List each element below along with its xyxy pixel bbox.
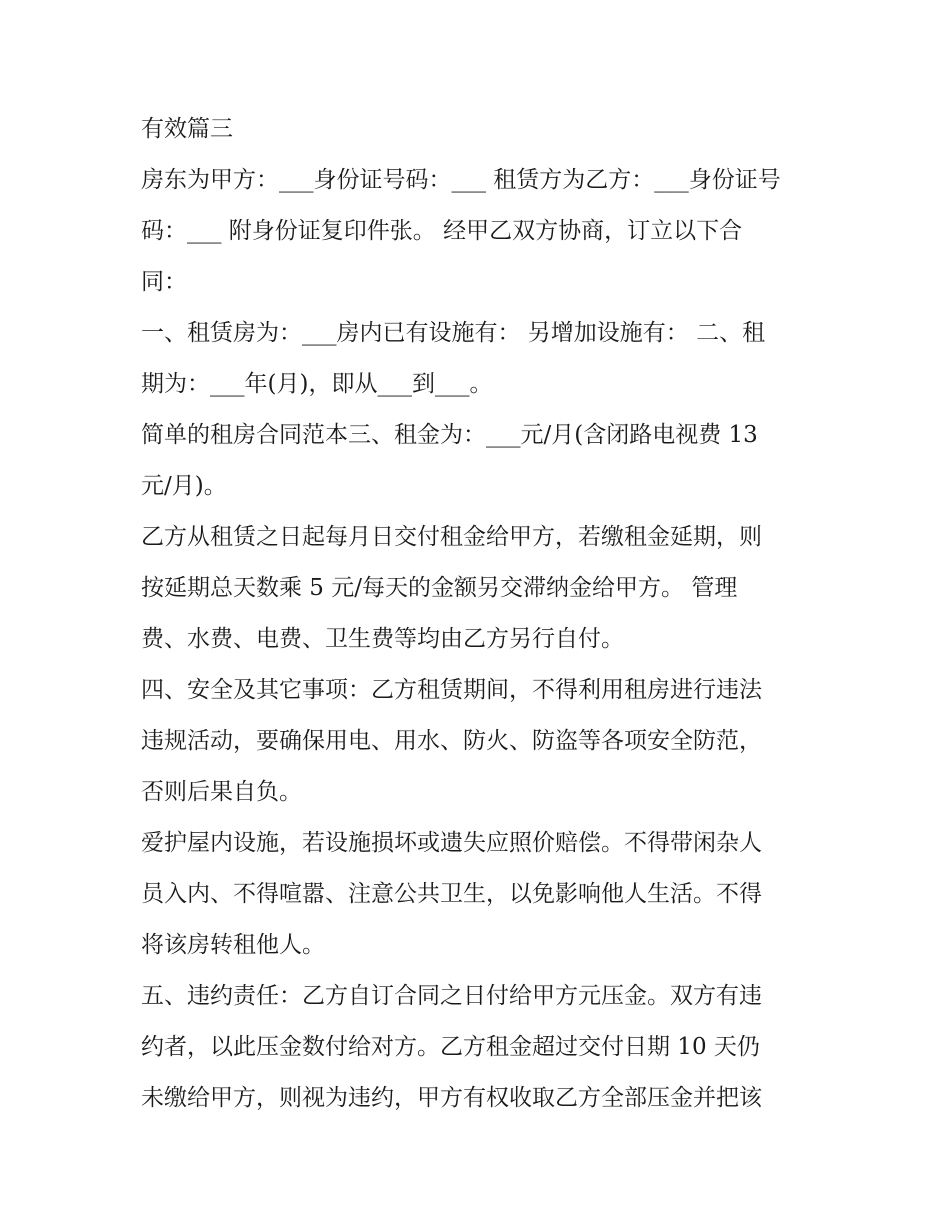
text-line: 乙方从租赁之日起每月日交付租金给甲方，若缴租金延期，则	[141, 524, 762, 550]
text-line: 违规活动，要确保用电、用水、防火、防盗等各项安全防范，	[141, 728, 762, 754]
text-line: 期为：___年(月)，即从___到___。	[141, 371, 493, 397]
paragraph-rent	[141, 410, 816, 512]
text-line: 将该房转租他人。	[141, 932, 325, 958]
text-line: 码：___ 附身份证复印件张。 经甲乙双方协商，订立以下合	[141, 218, 743, 244]
paragraph-parties	[141, 155, 816, 308]
text-line: 同：	[141, 269, 187, 295]
text-line: 一、租赁房为：___房内已有设施有： 另增加设施有： 二、租	[141, 320, 766, 346]
text-line: 否则后果自负。	[141, 779, 302, 805]
text-line: 房东为甲方：___身份证号码：___ 租赁方为乙方：___身份证号	[141, 167, 781, 193]
text-line: 费、水费、电费、卫生费等均由乙方另行自付。	[141, 626, 624, 652]
paragraph-facilities	[141, 818, 816, 971]
paragraph-safety	[141, 665, 816, 818]
text-line: 约者，以此压金数付给对方。乙方租金超过交付日期 10 天仍	[141, 1034, 760, 1060]
document-body	[141, 104, 816, 1124]
text-line: 按延期总天数乘 5 元/每天的金额另交滞纳金给甲方。 管理	[141, 575, 738, 601]
paragraph-breach	[141, 971, 816, 1124]
text-line: 元/月)。	[141, 473, 227, 499]
document-title	[141, 104, 816, 155]
title-line: 有效篇三	[141, 116, 233, 142]
text-line: 未缴给甲方，则视为违约，甲方有权收取乙方全部压金并把该	[141, 1085, 762, 1111]
paragraph-premises-term	[141, 308, 816, 410]
text-line: 员入内、不得喧嚣、注意公共卫生，以免影响他人生活。不得	[141, 881, 762, 907]
text-line: 四、安全及其它事项：乙方租赁期间，不得利用租房进行违法	[141, 677, 762, 703]
paragraph-payment	[141, 512, 816, 665]
text-line: 五、违约责任：乙方自订合同之日付给甲方元压金。双方有违	[141, 983, 762, 1009]
text-line: 简单的租房合同范本三、租金为：___元/月(含闭路电视费 13	[141, 422, 758, 448]
text-line: 爱护屋内设施，若设施损坏或遗失应照价赔偿。不得带闲杂人	[141, 830, 762, 856]
